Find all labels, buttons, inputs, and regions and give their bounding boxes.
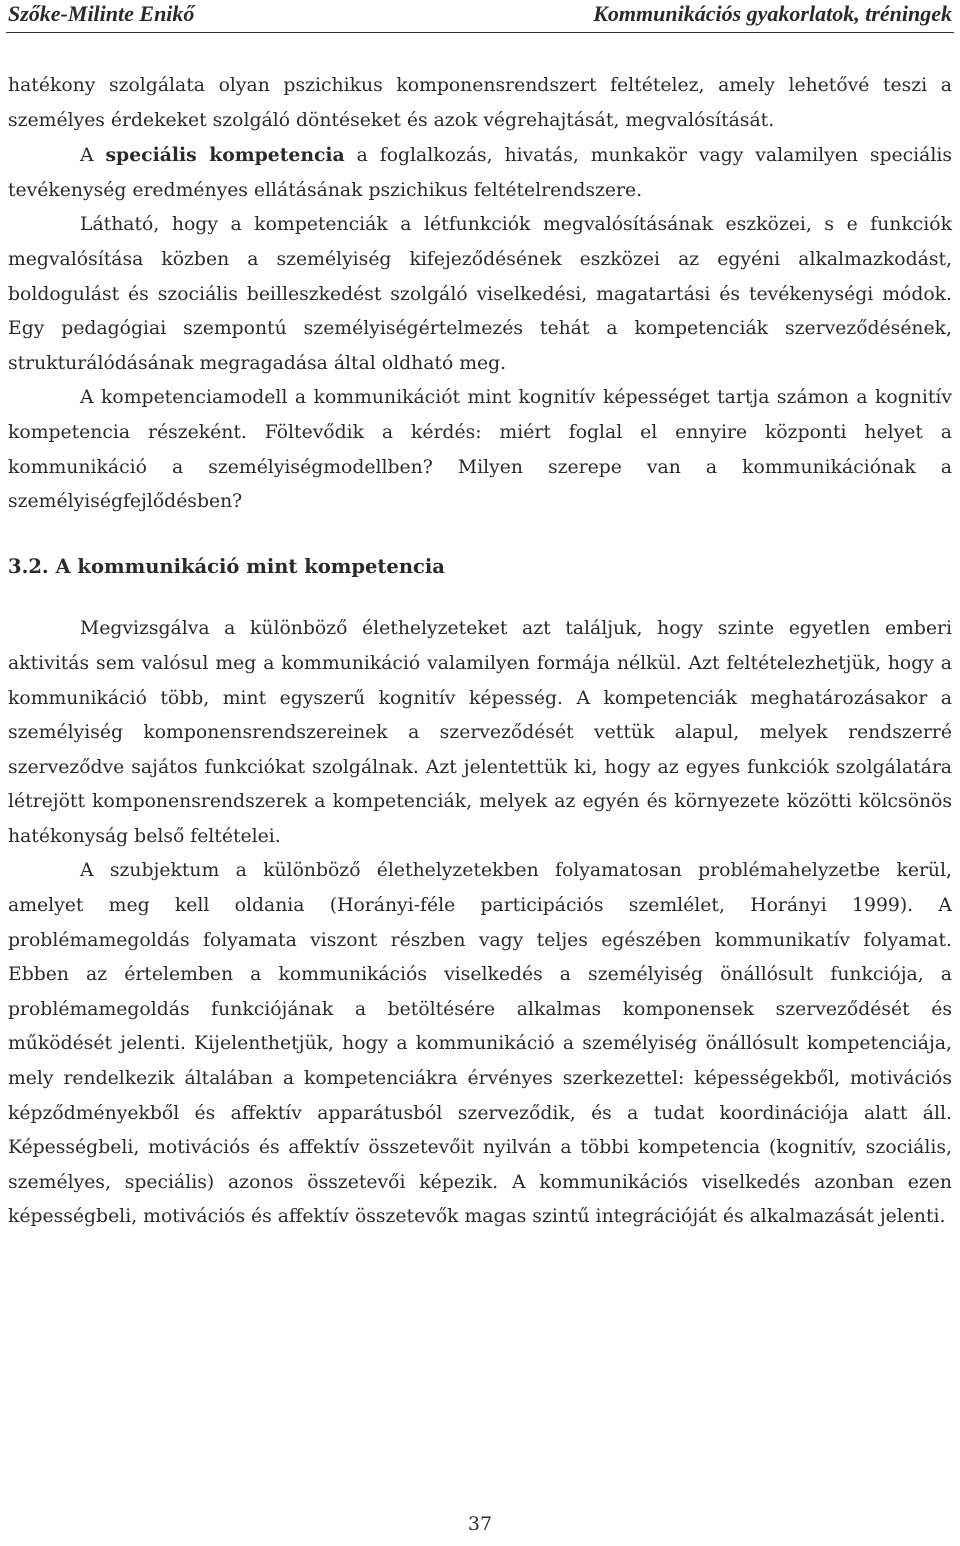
paragraph-prefix: A xyxy=(80,145,106,167)
section-title: A kommunikáció mint kompetencia xyxy=(55,554,445,578)
header-author: Szőke-Milinte Enikő xyxy=(8,1,195,26)
paragraph-continued: hatékony szolgálata olyan pszichikus komponensrendszert feltételez, amely lehetővé teszi a személyes érdekeket szolgáló döntéseket és azok végrehajtását, megvalósítását. xyxy=(8,75,952,131)
paragraph-problem-solving: A szubjektum a különböző élethelyzetekben folyamatosan problémahelyzetbe kerül, amelyet meg kell oldania (Horányi-féle participációs szemlélet, Horányi 1999). A problémamegoldás folyamata viszont részben vagy teljes egészében kommunikatív folyamat. Ebben az értelemben a kommunikációs viselkedés a személyiség önállósult funkciója, a problémamegoldás funkciójának a betöltésére alkalmas komponensek szerveződését és működését jelenti. Kijelenthetjük, hogy a kommunikáció a személyiség önállósult kompetenciája, mely rendelkezik általában a kompetenciákra érvényes szerkezettel: képességekből, motivációs képződményekből és affektív apparátusból szerveződik, és a tudat koordinációja alatt áll. Képességbeli, motivációs és affektív összetevőit nyilván a többi kompetencia (kognitív, szociális, személyes, speciális) azonos összetevői képezik. A kommunikációs viselkedés azonban ezen képességbeli, motivációs és affektív összetevők magas szintű integrációját és alkalmazását jelenti. xyxy=(8,860,952,1228)
paragraph-rest: a foglalkozás, hivatás, munkakör vagy valamilyen speciális tevékenység eredményes ellátásának pszichikus feltételrendszere. xyxy=(8,145,952,201)
paragraph-competence-functions: Látható, hogy a kompetenciák a létfunkciók megvalósításának eszközei, s e funkciók megvalósítása közben a személyiség kifejeződésének eszközei az egyéni alkalmazkodást, boldogulást és szociális beilleszkedést szolgáló viselkedési, magatartási és tevékenységi módok. Egy pedagógiai szempontú személyiségértelmezés tehát a kompetenciák szerveződésének, strukturálódásának megragadása által oldható meg. xyxy=(8,214,952,374)
section-heading xyxy=(8,550,952,585)
paragraph-life-situations: Megvizsgálva a különböző élethelyzeteket azt találjuk, hogy szinte egyetlen emberi aktivitás sem valósul meg a kommunikáció valamilyen formája nélkül. Azt feltételezhetjük, hogy a kommunikáció több, mint egyszerű kognitív képesség. A kompetenciák meghatározásakor a személyiség komponensrendszereinek a szerveződését vettük alapul, melyek rendszerré szerveződve sajátos funkciókat szolgálnak. Azt jelentettük ki, hogy az egyes funkciók szolgálatára létrejött komponensrendszerek a kompetenciák, melyek az egyén és környezete közötti kölcsönös hatékonyság belső feltételei. xyxy=(8,618,952,847)
header-book-title: Kommunikációs gyakorlatok, tréningek xyxy=(593,1,952,26)
header-rule xyxy=(6,32,954,33)
running-header xyxy=(8,0,952,32)
body-text xyxy=(8,69,952,1235)
paragraph-competence-model: A kompetenciamodell a kommunikációt mint kognitív képességet tartja számon a kognitív kompetencia részeként. Föltevődik a kérdés: miért foglal el ennyire központi helyet a kommunikáció a személyiségmodellben? Milyen szerepe van a kommunikációnak a személyiségfejlődésben? xyxy=(8,387,952,513)
term-special-competence: speciális kompetencia xyxy=(105,144,345,167)
section-number: 3.2. xyxy=(8,554,49,578)
paragraph-special-competence xyxy=(8,138,952,208)
page-number: 37 xyxy=(467,1513,493,1535)
